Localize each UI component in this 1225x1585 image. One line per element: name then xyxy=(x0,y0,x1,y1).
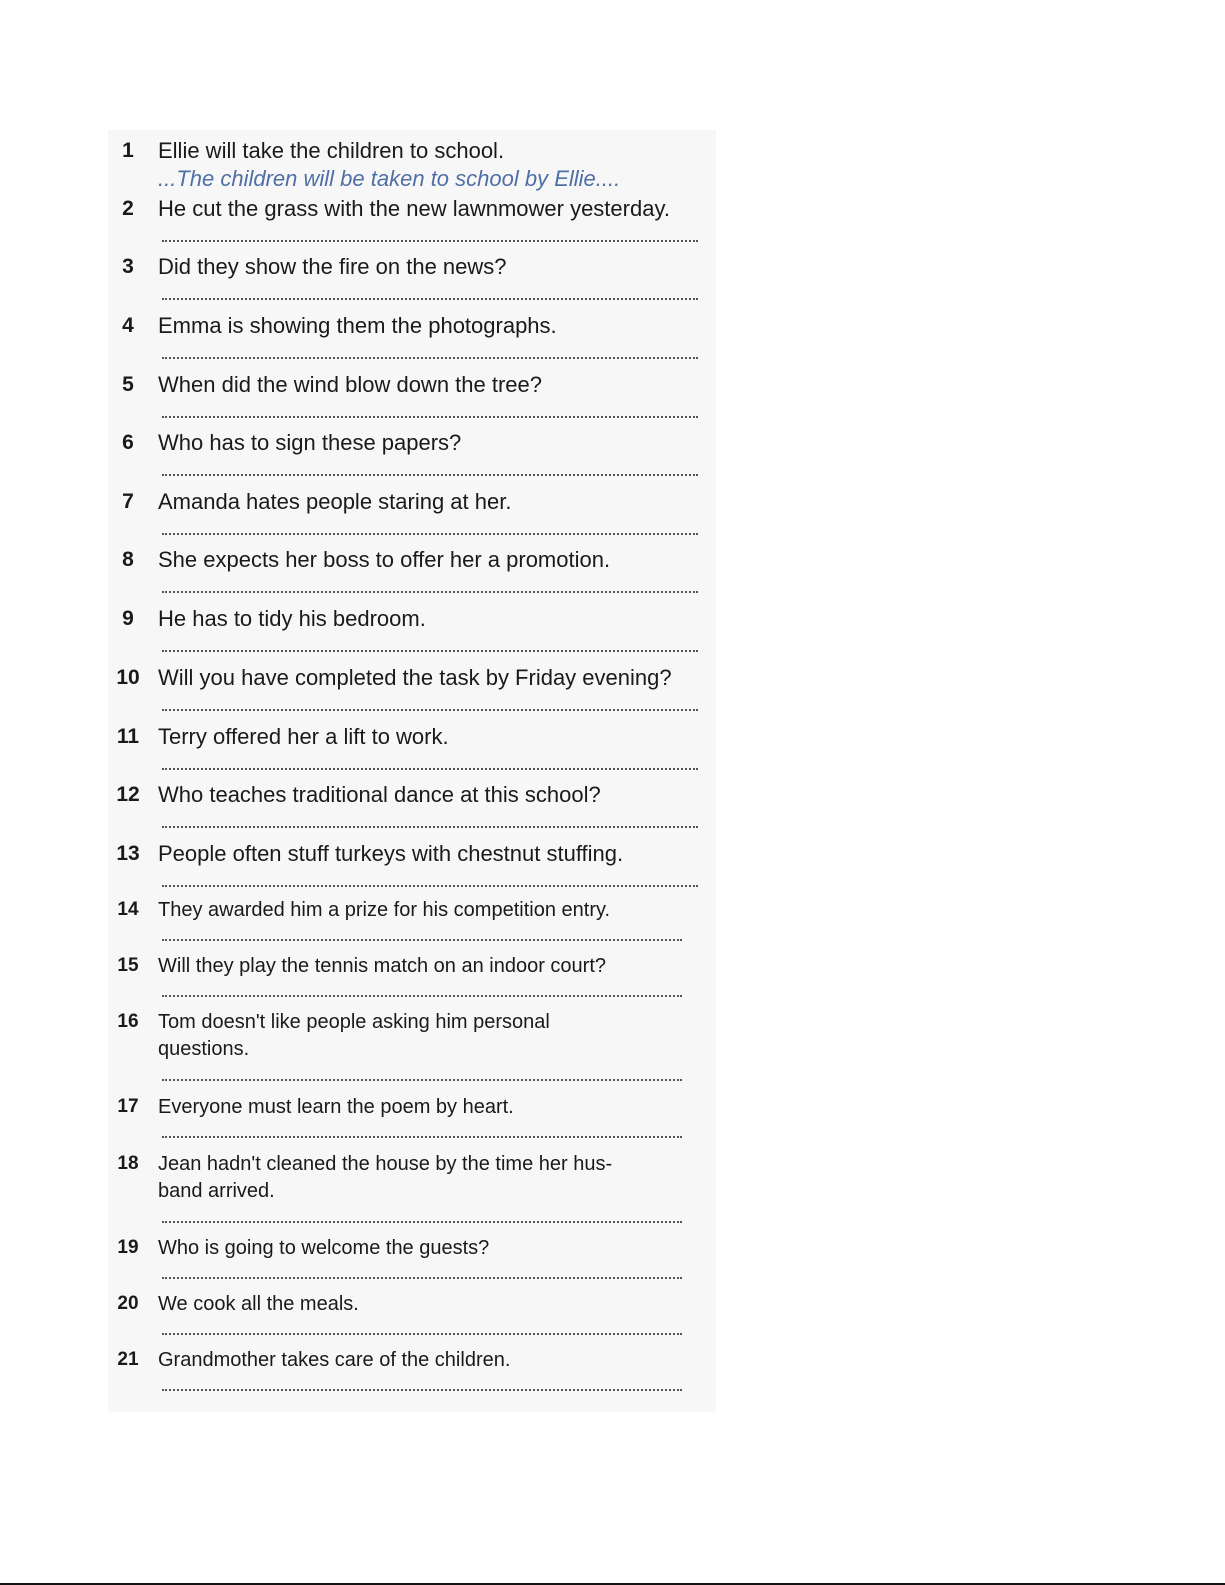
item-number: 16 xyxy=(117,1011,139,1032)
exercise-item xyxy=(108,428,716,486)
item-sentence: We cook all the meals. xyxy=(158,1293,359,1315)
item-sentence: She expects her boss to offer her a promotion. xyxy=(158,547,611,572)
item-number: 21 xyxy=(117,1349,139,1370)
answer-line[interactable] xyxy=(162,768,698,770)
item-number: 18 xyxy=(117,1153,139,1174)
answer-line[interactable] xyxy=(162,995,682,997)
item-number: 4 xyxy=(122,314,134,337)
item-sentence: Everyone must learn the poem by heart. xyxy=(158,1096,514,1118)
item-sentence: Terry offered her a lift to work. xyxy=(158,724,449,749)
exercise-item xyxy=(108,311,716,369)
exercise-item xyxy=(108,194,716,252)
exercise-item xyxy=(108,1007,716,1091)
exercise-item xyxy=(108,545,716,603)
item-number: 5 xyxy=(122,373,134,396)
exercise-item xyxy=(108,839,716,897)
exercise-item xyxy=(108,895,716,951)
answer-line[interactable] xyxy=(162,591,698,593)
item-sentence: Emma is showing them the photographs. xyxy=(158,313,557,338)
item-number: 1 xyxy=(122,139,134,162)
exercise-item xyxy=(108,487,716,545)
item-number: 12 xyxy=(116,783,140,806)
item-sentence: Who teaches traditional dance at this school? xyxy=(158,782,601,807)
answer-line[interactable] xyxy=(162,1277,682,1279)
answer-line[interactable] xyxy=(162,885,698,887)
exercise-item xyxy=(108,663,716,721)
answer-line[interactable] xyxy=(162,826,698,828)
item-sentence: When did the wind blow down the tree? xyxy=(158,372,543,397)
answer-line[interactable] xyxy=(162,650,698,652)
item-sentence: He cut the grass with the new lawnmower yesterday. xyxy=(158,196,670,221)
exercise-item xyxy=(108,370,716,428)
answer-line[interactable] xyxy=(162,1221,682,1223)
exercise-item xyxy=(108,951,716,1007)
exercise-item xyxy=(108,604,716,662)
answer-line[interactable] xyxy=(162,1389,682,1391)
exercise-item xyxy=(108,1345,716,1401)
item-sentence: Will they play the tennis match on an indoor court? xyxy=(158,955,607,977)
exercise-item xyxy=(108,722,716,780)
item-sentence-continued: band arrived. xyxy=(158,1180,275,1202)
exercise-item xyxy=(108,1149,716,1233)
item-number: 19 xyxy=(117,1237,139,1258)
item-number: 14 xyxy=(117,899,139,920)
answer-line[interactable] xyxy=(162,474,698,476)
item-sentence: Who is going to welcome the guests? xyxy=(158,1237,490,1259)
answer-line[interactable] xyxy=(162,1136,682,1138)
item-number: 6 xyxy=(122,431,134,454)
item-sentence: Jean hadn't cleaned the house by the time her hus- xyxy=(158,1153,613,1175)
item-number: 20 xyxy=(117,1293,139,1314)
item-sentence: They awarded him a prize for his competition entry. xyxy=(158,899,611,921)
item-number: 15 xyxy=(117,955,139,976)
item-sentence: Did they show the fire on the news? xyxy=(158,254,507,279)
item-sentence: Who has to sign these papers? xyxy=(158,430,462,455)
answer-line[interactable] xyxy=(162,709,698,711)
example-answer: ...The children will be taken to school by Ellie.... xyxy=(158,166,621,191)
answer-line[interactable] xyxy=(162,939,682,941)
answer-line[interactable] xyxy=(162,1079,682,1081)
item-sentence: He has to tidy his bedroom. xyxy=(158,606,426,631)
exercise-item xyxy=(108,1233,716,1289)
item-number: 10 xyxy=(116,666,140,689)
exercise-item xyxy=(108,136,716,194)
item-number: 11 xyxy=(116,725,140,748)
answer-line[interactable] xyxy=(162,298,698,300)
exercise-worksheet xyxy=(108,130,716,1412)
answer-line[interactable] xyxy=(162,416,698,418)
exercise-item xyxy=(108,252,716,310)
item-number: 3 xyxy=(122,255,134,278)
item-sentence: Tom doesn't like people asking him personal xyxy=(158,1011,550,1033)
item-number: 17 xyxy=(117,1096,139,1117)
item-sentence: Grandmother takes care of the children. xyxy=(158,1349,511,1371)
exercise-item xyxy=(108,1289,716,1345)
item-number: 7 xyxy=(122,490,134,513)
exercise-item xyxy=(108,1092,716,1148)
exercise-item xyxy=(108,780,716,838)
answer-line[interactable] xyxy=(162,1333,682,1335)
answer-line[interactable] xyxy=(162,533,698,535)
item-sentence-continued: questions. xyxy=(158,1038,250,1060)
answer-line[interactable] xyxy=(162,240,698,242)
item-number: 13 xyxy=(116,842,140,865)
answer-line[interactable] xyxy=(162,357,698,359)
item-sentence: People often stuff turkeys with chestnut stuffing. xyxy=(158,841,624,866)
item-number: 9 xyxy=(122,607,134,630)
item-sentence: Amanda hates people staring at her. xyxy=(158,489,512,514)
item-number: 2 xyxy=(122,197,134,220)
item-sentence: Will you have completed the task by Friday evening? xyxy=(158,665,672,690)
item-number: 8 xyxy=(122,548,134,571)
item-sentence: Ellie will take the children to school. xyxy=(158,138,505,163)
